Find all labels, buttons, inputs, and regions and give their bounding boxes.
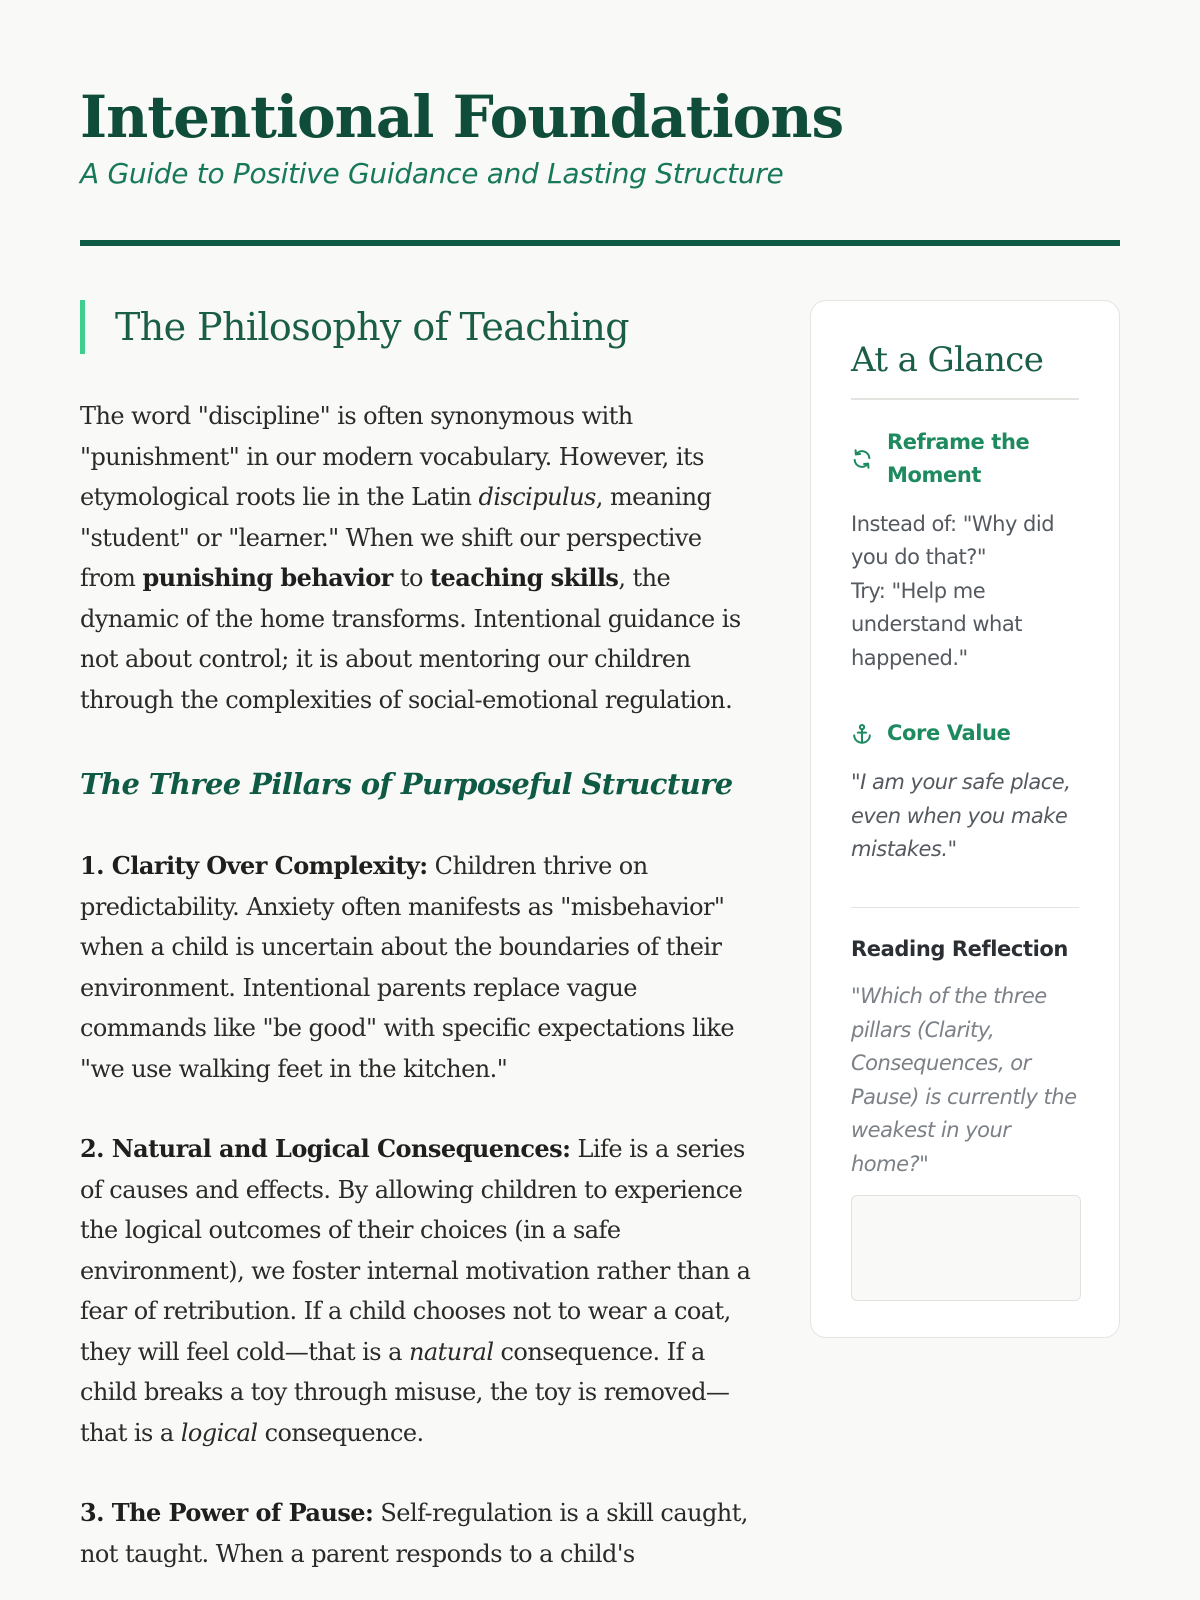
page-title: Intentional Foundations bbox=[80, 83, 844, 151]
intro-text-1: The word "discipline" is often synonymous with "punishment" in our modern vocabulary. However, its etymological roots lie in the Latin bbox=[80, 402, 704, 511]
sidebar-divider bbox=[851, 907, 1079, 909]
pillar-consequences-label: 2. Natural and Logical Consequences: bbox=[80, 1134, 571, 1163]
at-a-glance-card bbox=[810, 300, 1120, 1338]
pillar-pause-label: 3. The Power of Pause: bbox=[80, 1498, 374, 1527]
intro-bold-punishing: punishing behavior bbox=[142, 563, 393, 592]
page-subtitle: A Guide to Positive Guidance and Lasting Structure bbox=[80, 157, 784, 190]
pillar-consequences-emphasis-logical: logical bbox=[180, 1418, 258, 1447]
section-heading bbox=[80, 300, 760, 354]
refresh-icon bbox=[851, 448, 873, 470]
intro-paragraph bbox=[80, 396, 760, 720]
pillar-consequences-text-3: consequence. bbox=[257, 1418, 424, 1447]
sidebar-title: At a Glance bbox=[851, 340, 1044, 380]
anchor-icon bbox=[851, 723, 873, 745]
section-title: The Philosophy of Teaching bbox=[115, 305, 630, 349]
pillar-consequences-emphasis-natural: natural bbox=[408, 1337, 494, 1366]
pillars-heading: The Three Pillars of Purposeful Structure bbox=[80, 767, 733, 801]
reframe-title: Reframe the Moment bbox=[887, 429, 1030, 487]
document-header bbox=[80, 80, 1120, 192]
reflection-input[interactable] bbox=[851, 1195, 1081, 1301]
pillar-clarity-text: Children thrive on predictability. Anxiety often manifests as "misbehavior" when a child is uncertain about the boundaries of their environment. Intentional parents replace vague commands like "be good" with specific expectations like "we use walking feet in the kitchen." bbox=[80, 852, 735, 1083]
intro-text-2: , meaning "student" or "learner." When we shift our perspective from bbox=[80, 483, 712, 592]
pillar-consequences-text-2: consequence. If a child breaks a toy through misuse, the toy is removed—that is a bbox=[80, 1337, 730, 1447]
pillar-consequences bbox=[80, 1129, 760, 1453]
intro-text-4: , the dynamic of the home transforms. Intentional guidance is not about control; it is about mentoring our children through the complexities of social-emotional regulation. bbox=[80, 564, 741, 714]
intro-text-3: to bbox=[392, 564, 430, 592]
main-article bbox=[80, 300, 760, 1574]
reflection-title: Reading Reflection bbox=[851, 937, 1068, 961]
sidebar-divider bbox=[851, 398, 1079, 400]
core-value-heading bbox=[851, 717, 1079, 750]
pillar-clarity bbox=[80, 846, 760, 1089]
intro-bold-teaching: teaching skills bbox=[429, 563, 619, 592]
header-divider bbox=[80, 240, 1120, 246]
pillar-consequences-text-1: Life is a series of causes and effects. By allowing children to experience the logical outcomes of their choices (in a safe environment), we foster internal motivation rather than a fear of retribution. If a child chooses not to wear a coat, they will feel cold—that is a bbox=[80, 1135, 751, 1366]
core-value-quote: "I am your safe place, even when you make mistakes." bbox=[851, 770, 1071, 861]
pillar-clarity-label: 1. Clarity Over Complexity: bbox=[80, 851, 428, 880]
reframe-instead: Instead of: "Why did you do that?" bbox=[851, 511, 1055, 569]
reframe-body bbox=[851, 508, 1079, 676]
reflection-prompt: "Which of the three pillars (Clarity, Consequences, or Pause) is currently the weakest in your home?" bbox=[851, 984, 1077, 1176]
reframe-heading bbox=[851, 426, 1079, 492]
pillar-pause-text: Self-regulation is a skill caught, not taught. When a parent responds to a child's bbox=[80, 1499, 748, 1568]
reframe-try: Try: "Help me understand what happened." bbox=[851, 578, 1022, 670]
core-value-title: Core Value bbox=[887, 721, 1011, 745]
pillar-pause bbox=[80, 1493, 760, 1574]
intro-emphasis-discipulus: discipulus bbox=[478, 483, 596, 511]
